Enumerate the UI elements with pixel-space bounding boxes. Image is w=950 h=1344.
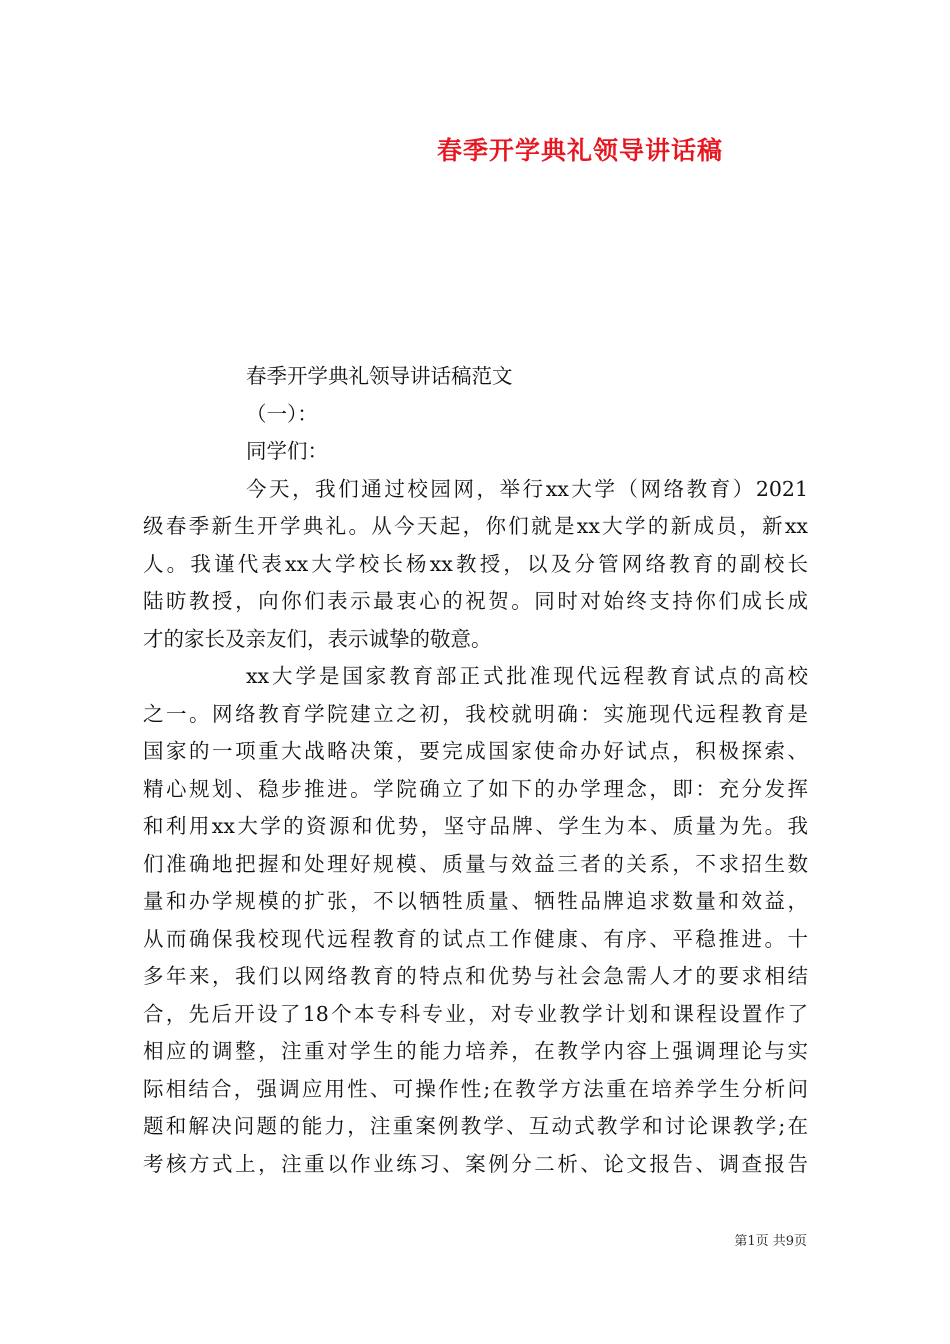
paragraph-line: 量和办学规模的扩张，不以牺牲质量、牺牲品牌追求数量和效益， — [143, 889, 808, 913]
paragraph-line: 相应的调整，注重对学生的能力培养，在教学内容上强调理论与实 — [143, 1039, 808, 1063]
salutation-line: 同学们： — [246, 439, 328, 463]
paragraph-line: 和利用xx大学的资源和优势，坚守品牌、学生为本、质量为先。我 — [143, 814, 808, 838]
paragraph-line: 题和解决问题的能力，注重案例教学、互动式教学和讨论课教学;在 — [143, 1114, 808, 1138]
paragraph-1 — [143, 471, 808, 659]
page-number: 第1页 共9页 — [734, 1234, 807, 1249]
heading-line: 春季开学典礼领导讲话稿范文 — [246, 364, 513, 388]
paragraph-line: 今天，我们通过校园网，举行xx大学（网络教育）2021 — [246, 476, 808, 501]
paragraph-line: 多年来，我们以网络教育的特点和优势与社会急需人才的要求相结 — [143, 964, 808, 988]
paragraph-2 — [143, 658, 808, 1183]
paragraph-line: 精心规划、稳步推进。学院确立了如下的办学理念，即：充分发挥 — [143, 776, 808, 801]
paragraph-line: 陆昉教授，向你们表示最衷心的祝贺。同时对始终支持你们成长成 — [143, 589, 808, 613]
paragraph-line: 考核方式上，注重以作业练习、案例分二析、论文报告、调查报告 — [143, 1151, 808, 1176]
section-line: （一）： — [246, 401, 318, 426]
paragraph-line: 级春季新生开学典礼。从今天起，你们就是xx大学的新成员，新xx — [143, 514, 808, 538]
heading — [143, 358, 808, 396]
paragraph-line: 人。我谨代表xx大学校长杨xx教授，以及分管网络教育的副校长 — [143, 551, 808, 576]
paragraph-line: 从而确保我校现代远程教育的试点工作健康、有序、平稳推进。十 — [143, 926, 808, 951]
document-body — [143, 358, 808, 1183]
paragraph-line: 际相结合，强调应用性、可操作性;在教学方法重在培养学生分析问 — [143, 1076, 808, 1101]
salutation — [143, 433, 808, 471]
paragraph-line: xx大学是国家教育部正式批准现代远程教育试点的高校 — [246, 664, 808, 688]
paragraph-line: 合，先后开设了18个本专科专业，对专业教学计划和课程设置作了 — [143, 1001, 808, 1026]
document-title: 春季开学典礼领导讲话稿 — [436, 136, 723, 165]
paragraph-line: 们准确地把握和处理好规模、质量与效益三者的关系，不求招生数 — [143, 851, 808, 876]
paragraph-line: 之一。网络教育学院建立之初，我校就明确：实施现代远程教育是 — [143, 701, 808, 726]
section-number — [143, 396, 808, 434]
paragraph-line: 才的家长及亲友们，表示诚挚的敬意。 — [143, 626, 492, 651]
paragraph-line: 国家的一项重大战略决策，要完成国家使命办好试点，积极探索、 — [143, 739, 808, 763]
